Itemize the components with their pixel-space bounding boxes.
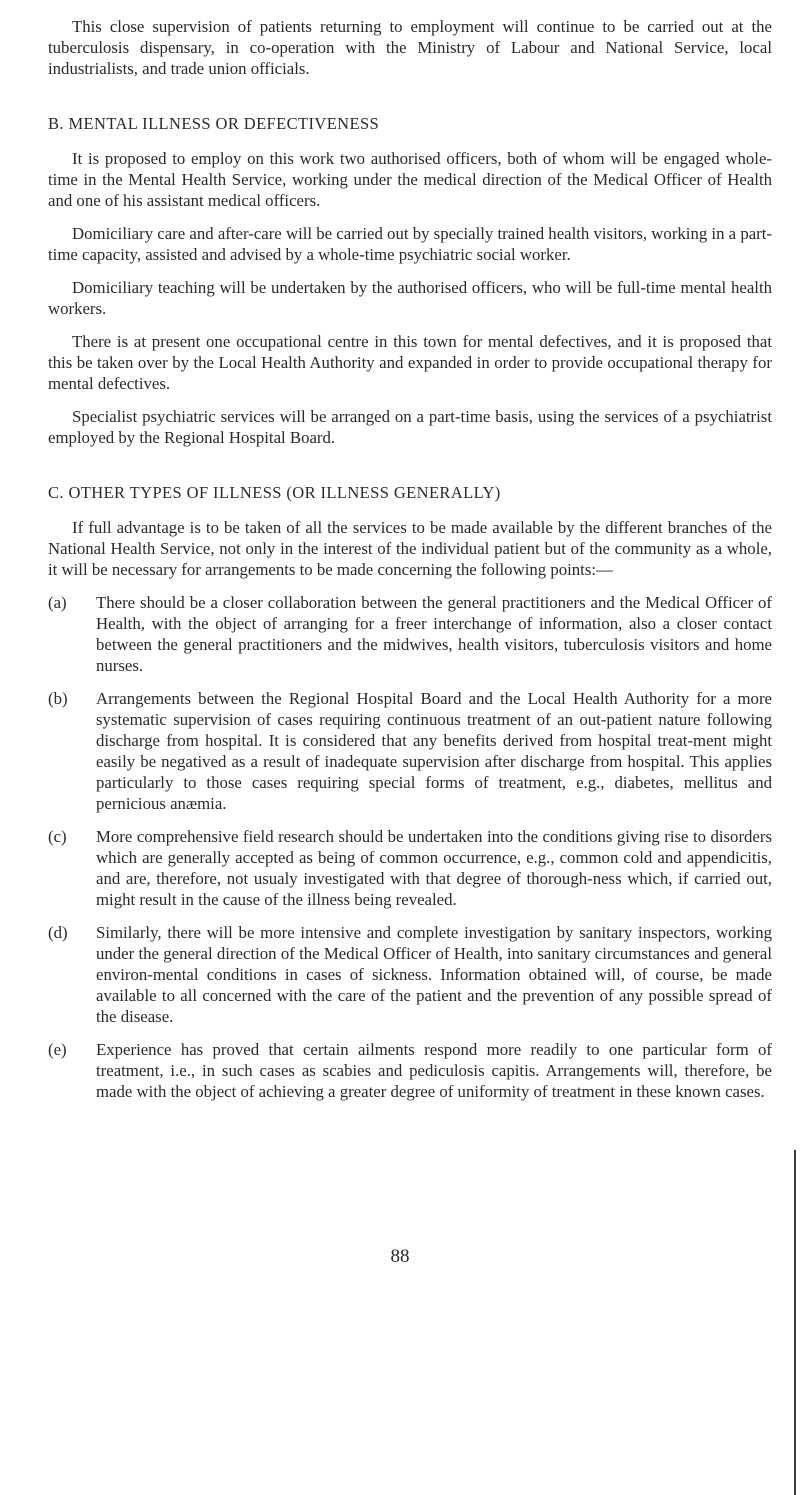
section-b-paragraph: Domiciliary care and after-care will be carried out by specially trained health visitors, working in a part-time capacity, assisted and advised by a whole-time psychiatric social worker. — [48, 224, 773, 264]
list-item — [48, 826, 772, 910]
list-item-text: More comprehensive field research should be undertaken into the conditions giving rise to disorders which are generally accepted as being of common occurrence, e.g., common cold and appendicitis, and are, therefore, not usualy investigated with that degree of thorough-ness which, if carried out, might result in the cause of the illness being revealed. — [96, 827, 772, 909]
list-item-label: (b) — [48, 689, 68, 708]
document-page — [48, 16, 772, 1102]
intro-paragraph: This close supervision of patients returning to employment will continue to be carried out at the tuberculosis dispensary, in co-operation with the Ministry of Labour and National Service, local industrialists, and trade union officials. — [48, 17, 772, 78]
list-item — [48, 592, 772, 676]
page-number: 88 — [390, 1246, 410, 1267]
section-b-heading: B. MENTAL ILLNESS OR DEFECTIVENESS — [48, 114, 380, 133]
scan-edge-line — [794, 1150, 796, 1495]
section-b-paragraph: There is at present one occupational centre in this town for mental defectives, and it is proposed that this be taken over by the Local Health Authority and expanded in order to provide occupational therapy for mental defectives. — [48, 332, 772, 393]
list-item — [48, 1039, 772, 1102]
list-item-text: Arrangements between the Regional Hospital Board and the Local Health Authority for a more systematic supervision of cases requiring continuous treatment of an out-patient nature following discharge from hospital. It is considered that any benefits derived from hospital treat-ment might easily be negatived as a result of inadequate supervision after discharge from hospital. This applies particularly to those cases requiring special forms of treatment, e.g., diabetes, mellitus and pernicious anæmia. — [96, 689, 772, 813]
section-b-paragraph: Specialist psychiatric services will be arranged on a part-time basis, using the services of a psychiatrist employed by the Regional Hospital Board. — [48, 407, 772, 447]
section-b-paragraph: Domiciliary teaching will be undertaken by the authorised officers, who will be full-time mental health workers. — [48, 278, 772, 318]
section-b-paragraph: It is proposed to employ on this work two authorised officers, both of whom will be engaged whole-time in the Mental Health Service, working under the medical direction of the Medical Officer of Health and one of his assistant medical officers. — [48, 149, 772, 210]
section-c-intro: If full advantage is to be taken of all the services to be made available by the different branches of the National Health Service, not only in the interest of the individual patient but of the community as a whole, it will be necessary for arrangements to be made concerning the following points:— — [48, 518, 772, 579]
list-item-label: (e) — [48, 1040, 67, 1059]
list-item-label: (a) — [48, 593, 67, 612]
list-item-label: (c) — [48, 827, 67, 846]
list-item-text: Experience has proved that certain ailments respond more readily to one particular form of treatment, i.e., in such cases as scabies and pediculosis capitis. Arrangements will, therefore, be made with the object of achieving a greater degree of uniformity of treatment in these known cases. — [96, 1040, 772, 1101]
section-c-heading: C. OTHER TYPES OF ILLNESS (OR ILLNESS GENERALLY) — [48, 483, 501, 502]
list-item — [48, 922, 772, 1027]
list-item — [48, 688, 772, 814]
list-item-label: (d) — [48, 923, 68, 942]
list-item-text: Similarly, there will be more intensive and complete investigation by sanitary inspectors, working under the general direction of the Medical Officer of Health, into sanitary circumstances and general environ-mental conditions in cases of sickness. Information obtained will, of course, be made available to all concerned with the care of the patient and the prevention of any possible spread of the disease. — [96, 923, 772, 1026]
list-item-text: There should be a closer collaboration between the general practitioners and the Medical Officer of Health, with the object of arranging for a freer interchange of information, also a closer contact between the general practitioners and the midwives, health visitors, tuberculosis visitors and home nurses. — [96, 593, 772, 675]
